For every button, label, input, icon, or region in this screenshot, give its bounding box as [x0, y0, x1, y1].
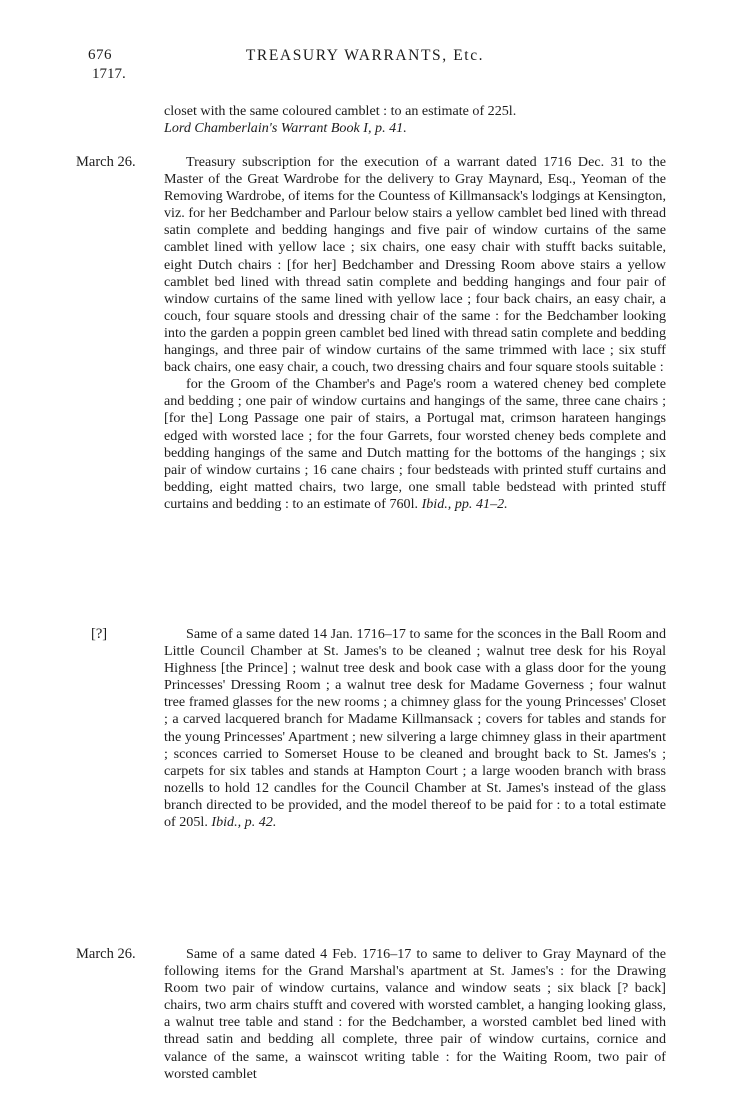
entry-date: March 26.: [76, 946, 136, 962]
entry-text: Same of a same dated 14 Jan. 1716–17 to same for the sconces in the Ball Room and Little Council Chamber at St. James's to be cleaned ; walnut tree desk for his Royal Highness [the Prince] ; walnut tree desk and book case with a glass door for the young Princesses' Dressing Room ; a walnut tree desk for Madame Governess ; four walnut tree framed glasses for the new rooms ; a chimney glass for the young Princesses' Closet ; a carved lacquered branch for Madame Killmansack ; covers for tables and stands for the young Princesses' Apartment ; new silvering a large chimney glass in their apartment ; sconces carried to Somerset House to be cleaned and brought back to St. James's ; carpets for six tables and stands at Hampton Court ; a large wooden branch with brass nozells to hold 12 candles for the Council Chamber at St. James's instead of the glass branch directed to be provided, and the model thereof to be paid for : to a total estimate of 205l.: [164, 626, 666, 831]
entry-citation: Lord Chamberlain's Warrant Book I, p. 41.: [164, 120, 407, 137]
entry-text: Treasury subscription for the execution of a warrant dated 1716 Dec. 31 to the Master of the Great Wardrobe for the delivery to Gray Maynard, Esq., Yeoman of the Removing Wardrobe, of items for the Countess of Killmansack's lodgings at Kensington, viz. for her Bedchamber and Parlour below stairs a yellow camblet bed lined with thread satin complete and bedding hangings and five pair of window curtains of the same camblet lined with yellow lace ; six chairs, one easy chair with stufft backs suitable, eight Dutch chairs : [for her] Bedchamber and Dressing Room above stairs a yellow camblet bed lined with thread satin complete and bedding hangings and four pair of window curtains of the same lined with yellow lace ; four back chairs, an easy chair, a couch, four square stools and dressing chair of the same : for the Bedchamber looking into the garden a poppin green camblet bed lined with thread satin complete and bedding hangings, and three pair of window curtains of the same trimmed with lace ; six stuff back chairs, one easy chair, a couch, two dressing chairs and four square stools suitable :: [164, 154, 666, 376]
entry-text: closet with the same coloured camblet : to an estimate of 225l.: [164, 103, 517, 119]
running-head: TREASURY WARRANTS, Etc.: [245, 47, 485, 64]
entry-citation: Ibid., p. 42.: [211, 814, 277, 831]
entry-continuation: [164, 103, 666, 137]
entry: [164, 626, 666, 831]
entry-date: March 26.: [76, 154, 136, 170]
year-margin-note: 1717.: [92, 66, 126, 82]
entry-date: [?]: [91, 626, 108, 642]
entry: [164, 154, 666, 513]
entry-text: Same of a same dated 4 Feb. 1716–17 to same to deliver to Gray Maynard of the following items for the Grand Marshal's apartment at St. James's : for the Drawing Room two pair of window curtains, valance and window seats ; six black [? back] chairs, two arm chairs stufft and covered with worsted camblet, a hanging looking glass, a walnut tree table and stand : for the Bedchamber, a worsted camblet bed lined with thread satin and bedding all complete, three pair of window curtains, cornice and valance of the same, a wainscot writing table : for the Waiting Room, two pair of worsted camblet: [164, 946, 666, 1082]
entry: [164, 946, 666, 1083]
entry-text: for the Groom of the Chamber's and Page's room a watered cheney bed complete and bedding ; one pair of window curtains and hangings of the same, three cane chairs ; [for the] Long Passage one pair of stairs, a Portugal mat, crimson harateen hangings edged with worsted lace ; for the four Garrets, four worsted cheney beds complete and bedding hangings of the same and Dutch matting for the bottoms of the hangings ; six pair of window curtains ; 16 cane chairs ; four bedsteads with printed stuff curtains and bedding, eight matted chairs, two large, one small table bedstead with printed stuff curtains and bedding : to an estimate of 760l.: [164, 376, 666, 512]
page-number: 676: [88, 47, 112, 63]
entry-citation: Ibid., pp. 41–2.: [421, 495, 508, 512]
